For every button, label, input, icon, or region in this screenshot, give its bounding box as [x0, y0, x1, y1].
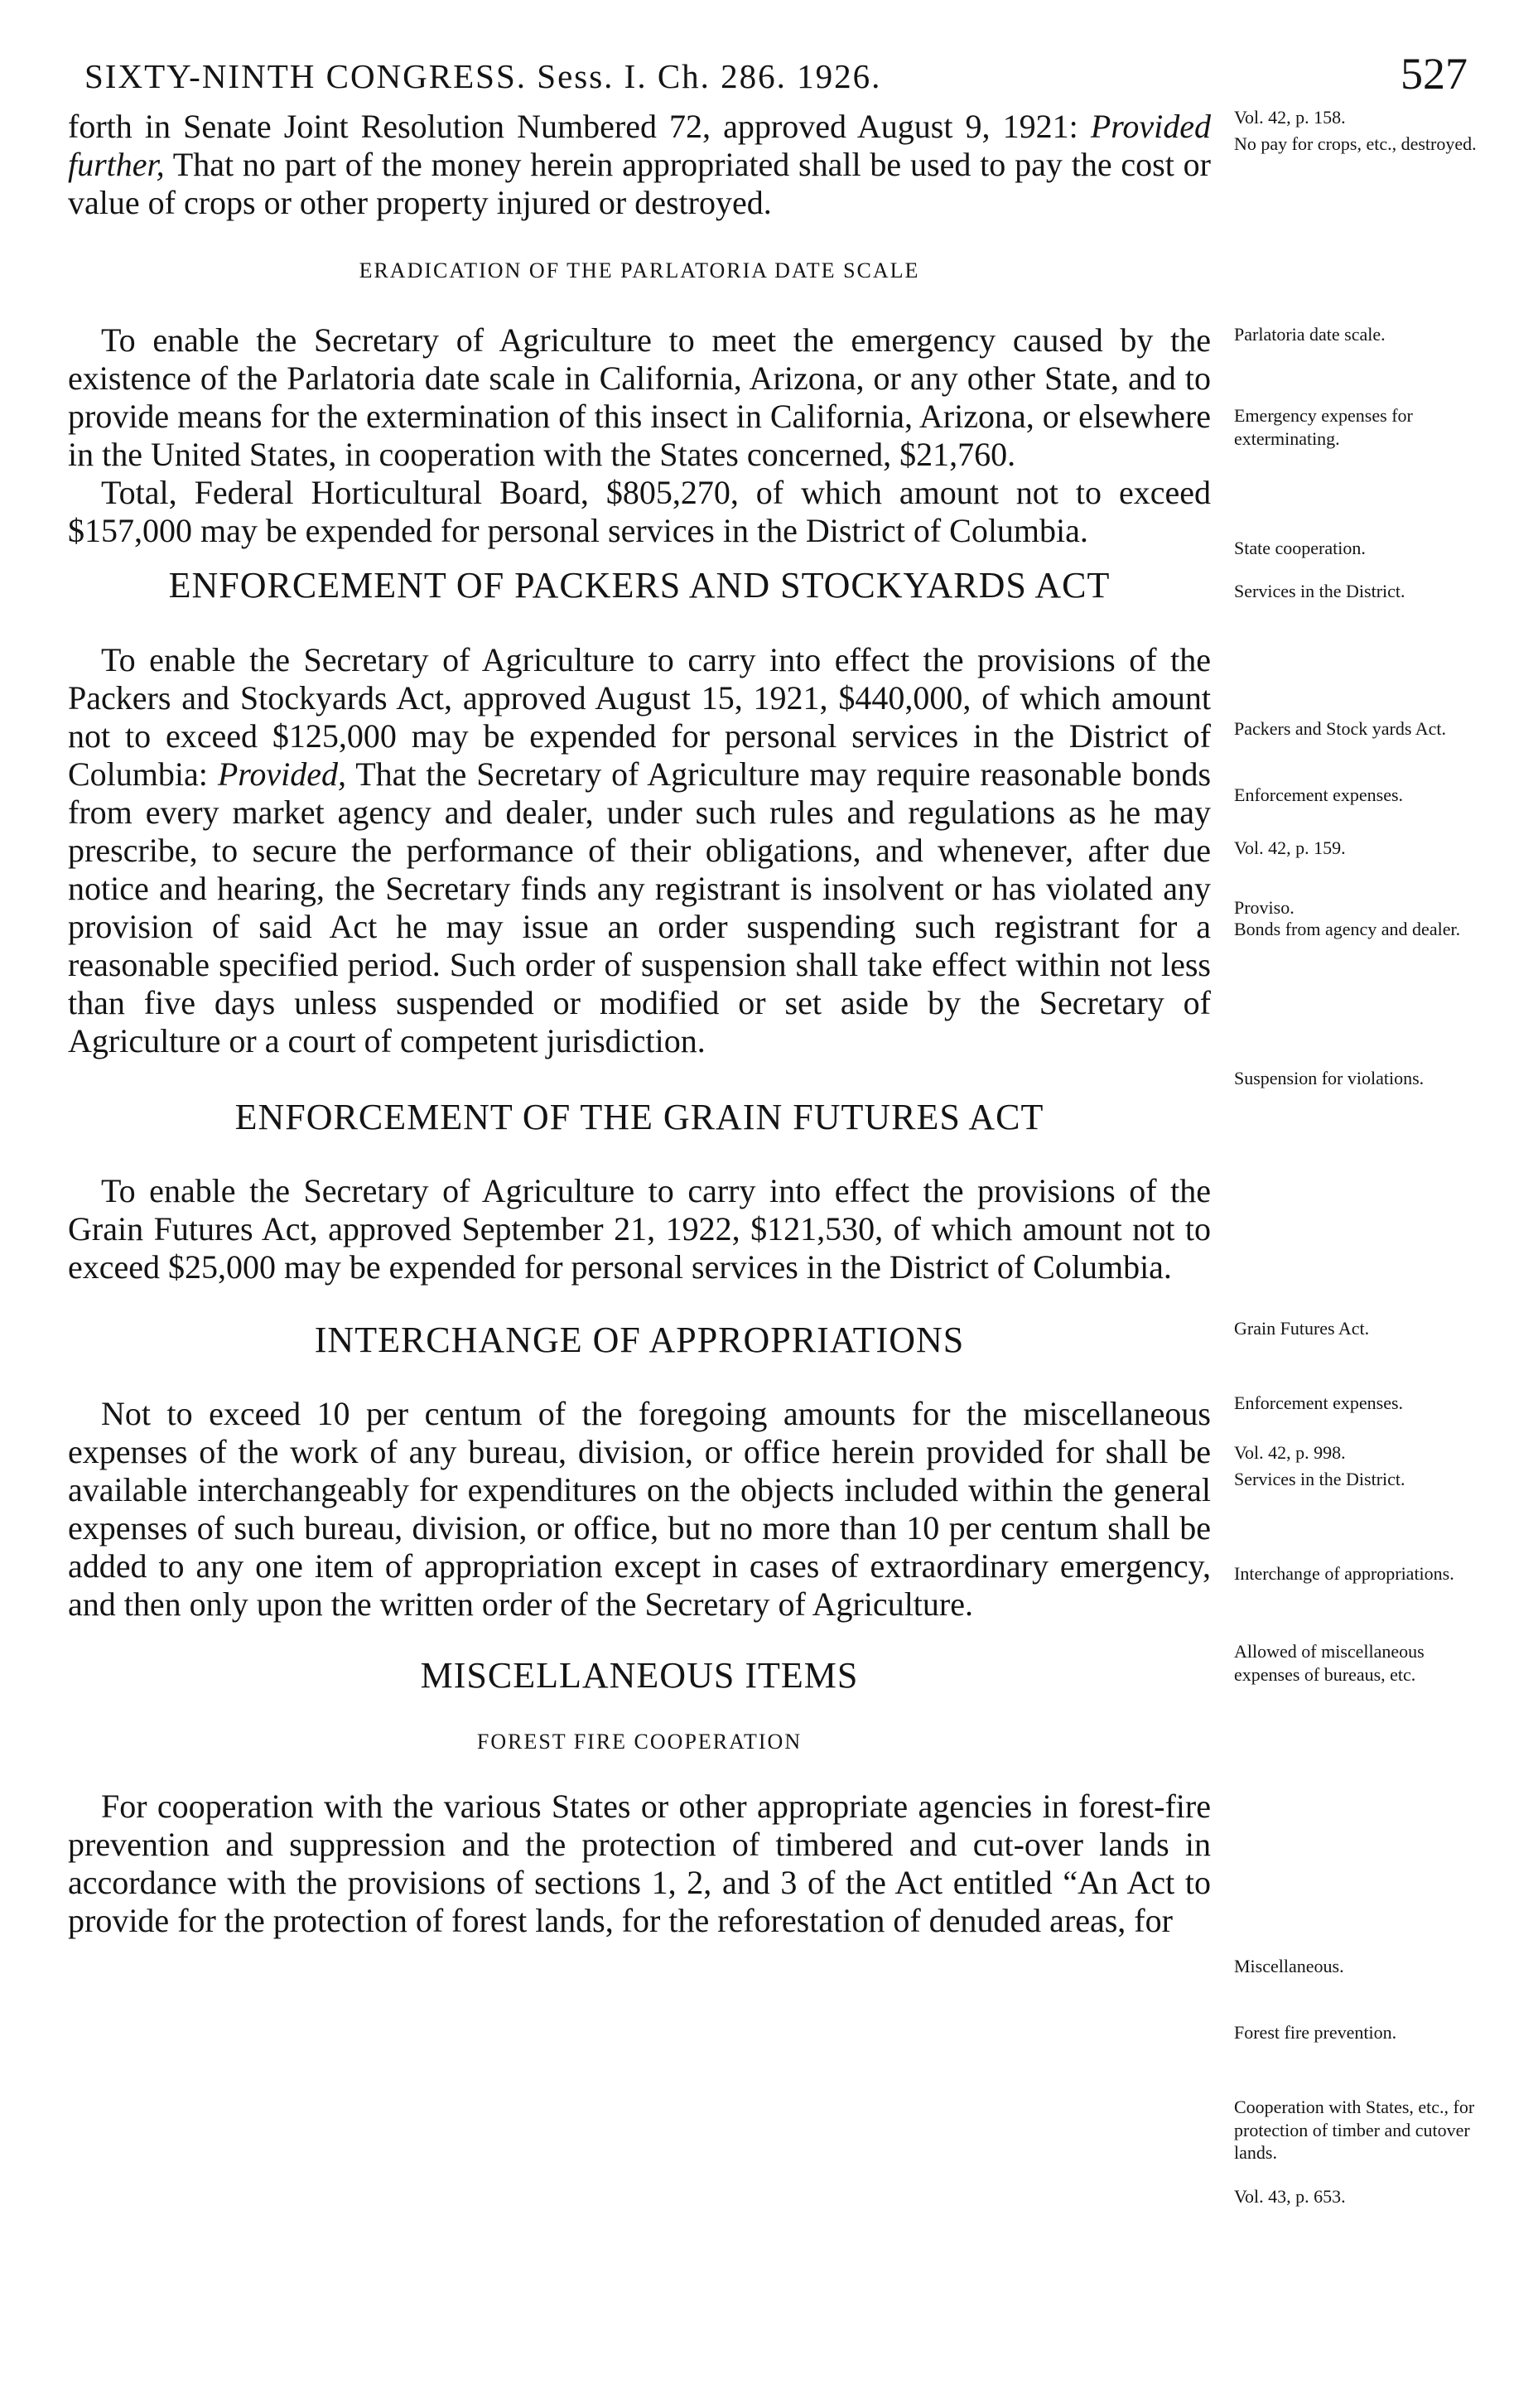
margin-note: Interchange of appropriations. — [1234, 1563, 1454, 1584]
margin-note: Vol. 43, p. 653. — [1234, 2186, 1346, 2207]
margin-note: Bonds from agency and dealer. — [1234, 919, 1461, 939]
heading-forest-fire: FOREST FIRE COOPERATION — [476, 1730, 803, 1754]
heading-parlatoria: ERADICATION OF THE PARLATORIA DATE SCALE — [359, 258, 920, 282]
margin-note: Parlatoria date scale. — [1234, 324, 1386, 345]
margin-note: Proviso. — [1234, 897, 1295, 918]
margin-note: Vol. 42, p. 158. — [1234, 107, 1346, 128]
intro-text-1: forth in Senate Joint Resolution Numbered 72, approved August 9, 1921: — [68, 108, 1078, 145]
paragraph-forest: For cooperation with the various States or other appropriate agencies in forest-fire prevention and suppression and the protection of timbered and cut-over lands in accordance with the provisions of sections 1, 2, and 3 of the Act entitled “An Act to provide for the protection of forest lands, for the reforestation of denuded areas, for — [68, 1788, 1211, 1940]
running-title: SIXTY-NINTH CONGRESS. Sess. I. Ch. 286. 1926. — [84, 57, 882, 95]
heading-packers: ENFORCEMENT OF PACKERS AND STOCKYARDS ACT — [168, 564, 1111, 606]
margin-note: Emergency expenses for exterminating. — [1234, 405, 1413, 449]
intro-text-2: That no part of the money herein appropriated shall be used to pay the cost or value of crops or other property injured or destroyed. — [68, 146, 1211, 221]
body-column — [68, 108, 1211, 1940]
page-number: 527 — [1401, 49, 1468, 99]
margin-note: Miscellaneous. — [1234, 1956, 1344, 1976]
margin-note: Suspension for violations. — [1234, 1068, 1425, 1088]
margin-note: Packers and Stock yards Act. — [1234, 718, 1446, 739]
margin-note: Services in the District. — [1234, 581, 1405, 601]
packers-text-1: To enable the Secretary of Agriculture to carry into effect the provisions of the Packers and Stockyards Act, approved August 15, 1921, $440,000, of which amount not to exceed $125,000 may be expended for personal services in the District of Columbia: — [68, 641, 1211, 794]
paragraph-total: Total, Federal Horticultural Board, $805,270, of which amount not to exceed $157,000 may be expended for personal services in the District of Columbia. — [68, 473, 1211, 549]
heading-miscellaneous: MISCELLANEOUS ITEMS — [420, 1654, 859, 1696]
margin-note: Enforcement expenses. — [1234, 784, 1404, 805]
margin-note: No pay for crops, etc., destroyed. — [1234, 133, 1477, 154]
paragraph-packers — [68, 641, 1211, 1060]
margin-note: Grain Futures Act. — [1234, 1318, 1370, 1339]
heading-grain: ENFORCEMENT OF THE GRAIN FUTURES ACT — [234, 1097, 1044, 1138]
margin-note: Cooperation with States, etc., for protection of timber and cutover lands. — [1234, 2097, 1475, 2163]
packers-text-2: That the Secretary of Agriculture may require reasonable bonds from every market agency and dealer, under such rules and regulations as he may prescribe, to secure the performance of their obligations, and whenever, after due notice and hearing, the Secretary finds any registrant is insolvent or has violated any provision of said Act he may issue an order suspending such registrant for a reasonable specified period. Such order of suspension shall take effect within not less than five days unless suspended or modified or set aside by the Secretary of Agriculture or a court of competent jurisdiction. — [68, 755, 1212, 1060]
paragraph-grain: To enable the Secretary of Agriculture to carry into effect the provisions of the Grain Futures Act, approved September 21, 1922, $121,530, of which amount not to exceed $25,000 may be expended for personal services in the District of Columbia. — [68, 1172, 1211, 1286]
margin-note: Forest fire prevention. — [1234, 2022, 1397, 2043]
margin-note: State cooperation. — [1234, 538, 1366, 558]
margin-note: Vol. 42, p. 159. — [1234, 837, 1346, 858]
paragraph-interchange: Not to exceed 10 per centum of the foregoing amounts for the miscellaneous expenses of the work of any bureau, division, or office herein provided for shall be available interchangeably for expenditures on the objects included within the general expenses of such bureau, division, or office, but no more than 10 per centum shall be added to any one item of appropriation except in cases of extraordinary emergency, and then only upon the written order of the Secretary of Agriculture. — [68, 1394, 1211, 1623]
paragraph-intro — [68, 108, 1211, 222]
heading-interchange: INTERCHANGE OF APPROPRIATIONS — [314, 1320, 965, 1361]
paragraph-parlatoria: To enable the Secretary of Agriculture to meet the emergency caused by the existence of the Parlatoria date scale in California, Arizona, or any other State, and to provide means for the extermination of this insect in California, Arizona, or elsewhere in the United States, in cooperation with the States concerned, $21,760. — [68, 321, 1211, 473]
margin-note: Enforcement expenses. — [1234, 1392, 1404, 1413]
intro-proviso: Provided further, — [68, 108, 1212, 183]
margin-note: Allowed of miscellaneous expenses of bureaus, etc. — [1234, 1641, 1425, 1685]
packers-proviso: Provided, — [217, 755, 346, 794]
running-header — [84, 48, 1468, 114]
margin-note: Services in the District. — [1234, 1469, 1405, 1489]
margin-note: Vol. 42, p. 998. — [1234, 1442, 1346, 1463]
